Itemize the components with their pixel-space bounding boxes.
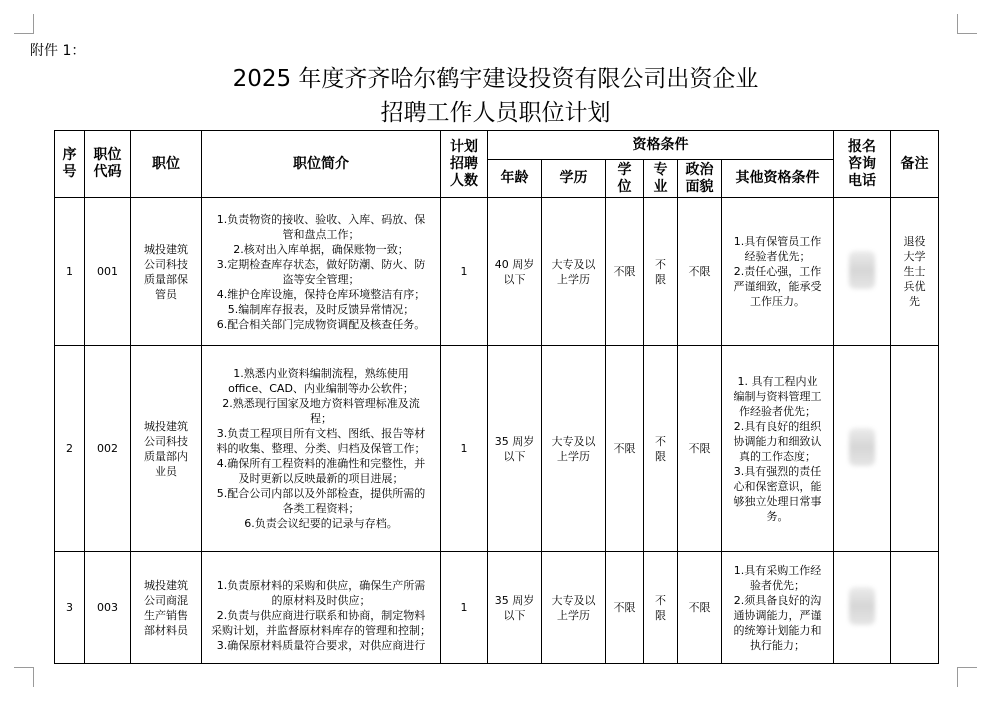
major-cell: 不 限 xyxy=(644,346,678,552)
table-row xyxy=(55,346,939,552)
other-requirements-cell: 1.具有采购工作经 验者优先； 2.须具备良好的沟 通协调能力，严谨 的统筹计划能力和 执行能力； xyxy=(722,552,834,664)
seq-cell: 3 xyxy=(55,552,85,664)
header-remark: 备注 xyxy=(891,131,939,198)
seq-cell: 2 xyxy=(55,346,85,552)
attachment-label: 附件 1： xyxy=(30,43,86,59)
count-cell: 1 xyxy=(441,552,488,664)
political-cell: 不限 xyxy=(678,198,722,346)
remark-cell xyxy=(891,346,939,552)
header-degree: 学 位 xyxy=(606,160,644,198)
header-seq: 序 号 xyxy=(55,131,85,198)
education-cell: 大专及以 上学历 xyxy=(542,552,606,664)
redacted-phone xyxy=(849,251,875,289)
remark-cell: 退役 大学 生士 兵优 先 xyxy=(891,198,939,346)
position-cell: 城投建筑 公司科技 质量部内 业员 xyxy=(131,346,202,552)
position-cell: 城投建筑 公司科技 质量部保 管员 xyxy=(131,198,202,346)
count-cell: 1 xyxy=(441,346,488,552)
contact-cell xyxy=(834,198,891,346)
header-position: 职位 xyxy=(131,131,202,198)
degree-cell: 不限 xyxy=(606,346,644,552)
age-cell: 35 周岁 以下 xyxy=(488,552,542,664)
header-political: 政治 面貌 xyxy=(678,160,722,198)
other-requirements-cell: 1.具有保管员工作 经验者优先； 2.责任心强，工作 严谨细致，能承受 工作压力。 xyxy=(722,198,834,346)
intro-cell: 1.熟悉内业资料编制流程，熟练使用 office、CAD、内业编制等办公软件； 2.熟悉现行国家及地方资料管理标准及流 程； 3.负责工程项目所有文档、图纸、报告等材 料的收集、整理、分类、归档及保管工作； 4.确保所有工程资料的准确性和完整性，并 及时更新以反映最新的项目进展； 5.配合公司内部以及外部检查，提供所需的 各类工程资料； 6.负责会议纪要的记录与存档。 xyxy=(202,346,441,552)
political-cell: 不限 xyxy=(678,552,722,664)
major-cell: 不 限 xyxy=(644,552,678,664)
document-title: 2025 年度齐齐哈尔鹤宇建设投资有限公司出资企业 xyxy=(232,66,759,92)
position-cell: 城投建筑 公司商混 生产销售 部材料员 xyxy=(131,552,202,664)
header-education: 学历 xyxy=(542,160,606,198)
count-cell: 1 xyxy=(441,198,488,346)
code-cell: 003 xyxy=(85,552,131,664)
page-corner-mark xyxy=(14,14,34,34)
degree-cell: 不限 xyxy=(606,552,644,664)
contact-cell xyxy=(834,552,891,664)
age-cell: 35 周岁 以下 xyxy=(488,346,542,552)
major-cell: 不 限 xyxy=(644,198,678,346)
page-corner-mark xyxy=(957,14,977,34)
remark-cell xyxy=(891,552,939,664)
page-corner-mark xyxy=(957,667,977,687)
intro-cell: 1.负责原材料的采购和供应，确保生产所需 的原材料及时供应； 2.负责与供应商进行联系和协商，制定物料 采购计划，并监督原材料库存的管理和控制； 3.确保原材料质量符合要求，对供应商进行 xyxy=(202,552,441,664)
education-cell: 大专及以 上学历 xyxy=(542,346,606,552)
header-other: 其他资格条件 xyxy=(722,160,834,198)
code-cell: 001 xyxy=(85,198,131,346)
other-requirements-cell: 1. 具有工程内业 编制与资料管理工 作经验者优先； 2.具有良好的组织 协调能力和细致认 真的工作态度； 3.具有强烈的责任 心和保密意识，能 够独立处理日常事 务。 xyxy=(722,346,834,552)
page-corner-mark xyxy=(14,667,34,687)
document-subtitle: 招聘工作人员职位计划 xyxy=(380,100,611,126)
table-row xyxy=(55,198,939,346)
degree-cell: 不限 xyxy=(606,198,644,346)
table-row xyxy=(55,552,939,664)
political-cell: 不限 xyxy=(678,346,722,552)
redacted-phone xyxy=(849,587,875,625)
seq-cell: 1 xyxy=(55,198,85,346)
header-intro: 职位简介 xyxy=(202,131,441,198)
education-cell: 大专及以 上学历 xyxy=(542,198,606,346)
header-major: 专 业 xyxy=(644,160,678,198)
code-cell: 002 xyxy=(85,346,131,552)
header-code: 职位 代码 xyxy=(85,131,131,198)
redacted-phone xyxy=(849,428,875,466)
intro-cell: 1.负责物资的接收、验收、入库、码放、保 管和盘点工作； 2.核对出入库单据，确保账物一致； 3.定期检查库存状态，做好防潮、防火、防 盗等安全管理； 4.维护仓库设施，保持仓库环境整洁有序； 5.编制库存报表，及时反馈异常情况； 6.配合相关部门完成物资调配及核查任务。 xyxy=(202,198,441,346)
header-contact: 报名 咨询 电话 xyxy=(834,131,891,198)
header-qualifications: 资格条件 xyxy=(488,131,834,160)
header-age: 年龄 xyxy=(488,160,542,198)
header-count: 计划 招聘 人数 xyxy=(441,131,488,198)
contact-cell xyxy=(834,346,891,552)
age-cell: 40 周岁 以下 xyxy=(488,198,542,346)
recruitment-plan-table xyxy=(54,130,939,664)
